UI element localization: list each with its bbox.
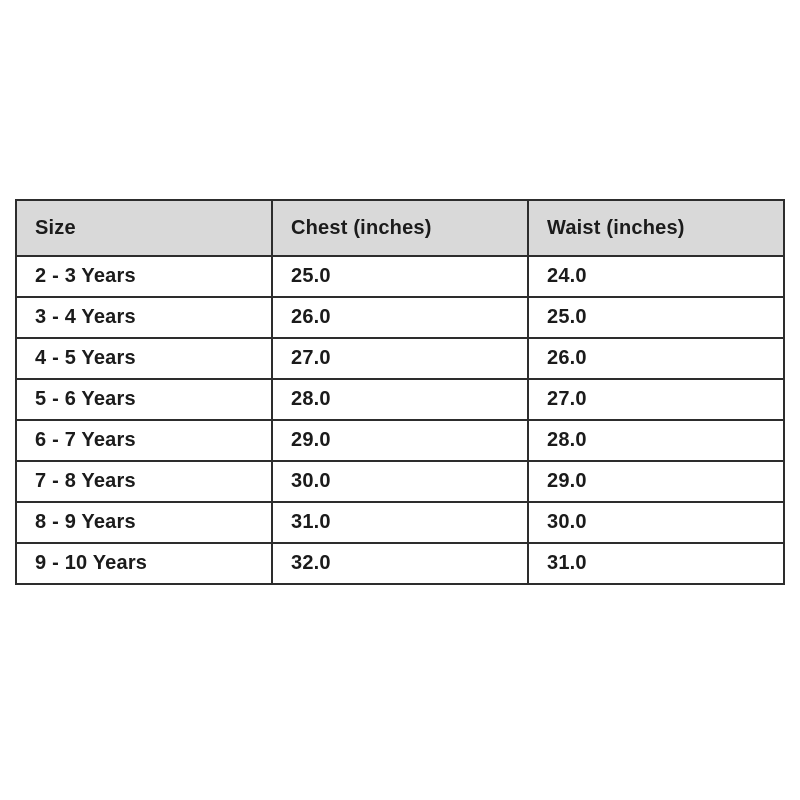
chest-cell: 31.0 [272, 502, 528, 543]
waist-cell: 26.0 [528, 338, 784, 379]
chest-cell: 26.0 [272, 297, 528, 338]
column-header-size: Size [16, 200, 272, 256]
size-cell: 5 - 6 Years [16, 379, 272, 420]
chest-cell: 29.0 [272, 420, 528, 461]
size-cell: 4 - 5 Years [16, 338, 272, 379]
waist-cell: 30.0 [528, 502, 784, 543]
table-row [16, 420, 784, 461]
waist-cell: 27.0 [528, 379, 784, 420]
table-row [16, 256, 784, 297]
chest-cell: 25.0 [272, 256, 528, 297]
table-row [16, 502, 784, 543]
size-cell: 8 - 9 Years [16, 502, 272, 543]
chest-cell: 27.0 [272, 338, 528, 379]
size-cell: 2 - 3 Years [16, 256, 272, 297]
waist-cell: 24.0 [528, 256, 784, 297]
chest-cell: 28.0 [272, 379, 528, 420]
chest-cell: 30.0 [272, 461, 528, 502]
table-row [16, 379, 784, 420]
waist-cell: 28.0 [528, 420, 784, 461]
chest-cell: 32.0 [272, 543, 528, 584]
table-body [16, 256, 784, 584]
header-row [16, 200, 784, 256]
waist-cell: 31.0 [528, 543, 784, 584]
table-row [16, 338, 784, 379]
size-chart-table [15, 199, 785, 585]
size-cell: 3 - 4 Years [16, 297, 272, 338]
size-cell: 9 - 10 Years [16, 543, 272, 584]
table-header [16, 200, 784, 256]
size-cell: 7 - 8 Years [16, 461, 272, 502]
waist-cell: 25.0 [528, 297, 784, 338]
column-header-waist: Waist (inches) [528, 200, 784, 256]
table-row [16, 543, 784, 584]
waist-cell: 29.0 [528, 461, 784, 502]
table-row [16, 461, 784, 502]
table-row [16, 297, 784, 338]
size-cell: 6 - 7 Years [16, 420, 272, 461]
column-header-chest: Chest (inches) [272, 200, 528, 256]
